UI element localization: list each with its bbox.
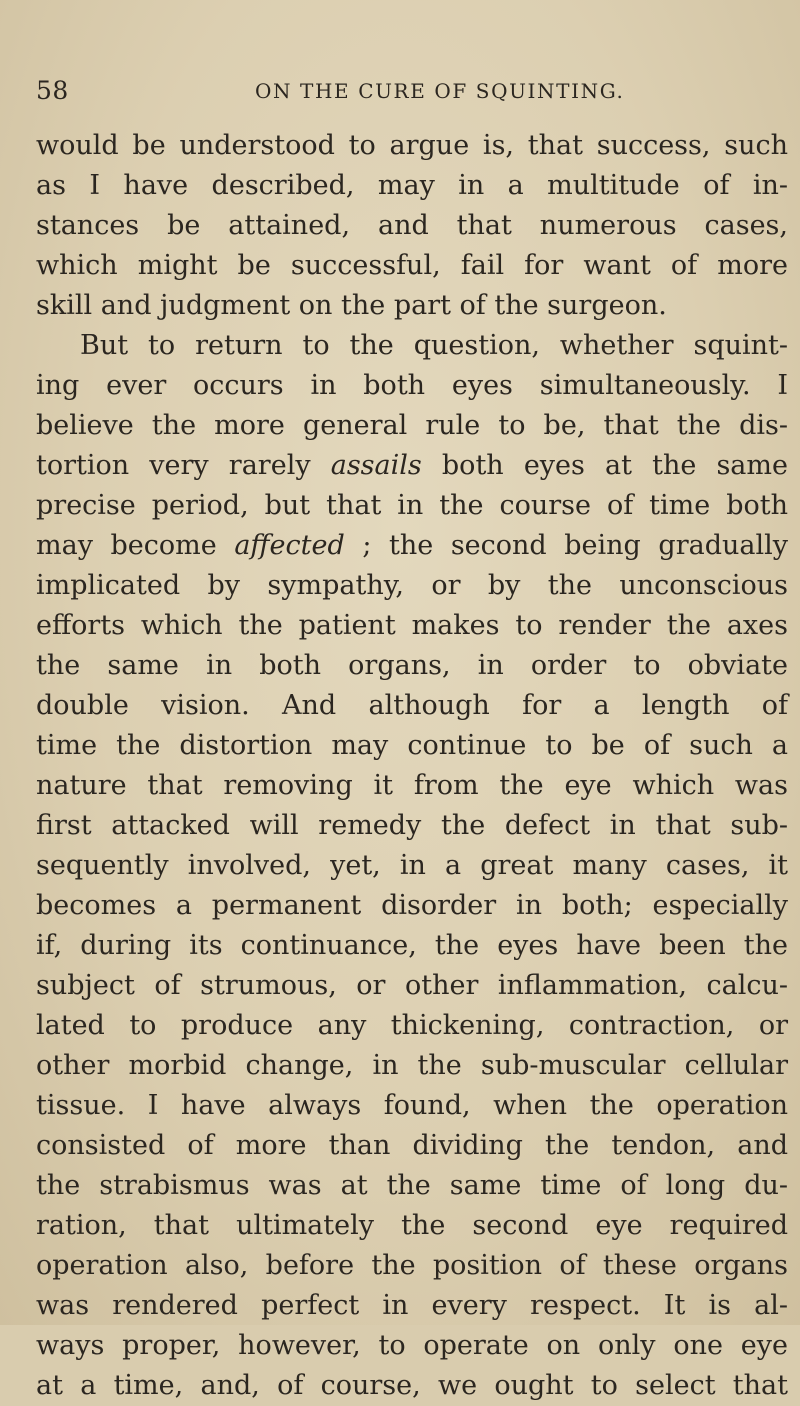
text-line: at a time, and, of course, we ought to select that [36, 1370, 788, 1401]
text-line: becomes a permanent disorder in both; especially [36, 890, 788, 921]
text-line: sequently involved, yet, in a great many cases, it [36, 850, 788, 881]
text-line: as I have described, may in a multitude of in- [36, 170, 788, 201]
text-line: implicated by sympathy, or by the unconscious [36, 570, 788, 601]
text-line: consisted of more than dividing the tendon, and [36, 1130, 788, 1161]
paragraph-start-line: But to return to the question, whether squint- [80, 330, 788, 361]
text-line: subject of strumous, or other inflammation, calcu- [36, 970, 788, 1001]
text-line: precise period, but that in the course of time both [36, 490, 788, 521]
text-line: the strabismus was at the same time of long du- [36, 1170, 788, 1201]
text-line: nature that removing it from the eye which was [36, 770, 788, 801]
running-head: ON THE CURE OF SQUINTING. [255, 79, 625, 103]
text-line-with-italic: may become affected ; the second being gradually [36, 530, 788, 561]
text-line: efforts which the patient makes to render the axes [36, 610, 788, 641]
text-line: which might be successful, fail for want of more [36, 250, 788, 281]
page-number: 58 [36, 76, 69, 105]
text-line: time the distortion may continue to be of such a [36, 730, 788, 761]
text-line: double vision. And although for a length of [36, 690, 788, 721]
text-line: would be understood to argue is, that success, such [36, 130, 788, 161]
text-line: ways proper, however, to operate on only one eye [36, 1330, 788, 1361]
text-line: ing ever occurs in both eyes simultaneously. I [36, 370, 788, 401]
italic-word: affected [234, 530, 345, 561]
text-line: first attacked will remedy the defect in that sub- [36, 810, 788, 841]
page-header [36, 76, 776, 108]
text-line: tissue. I have always found, when the operation [36, 1090, 788, 1121]
text-line: if, during its continuance, the eyes have been the [36, 930, 788, 961]
text-line: stances be attained, and that numerous cases, [36, 210, 788, 241]
text-line: lated to produce any thickening, contraction, or [36, 1010, 788, 1041]
text-line: tortion very rarely assails both eyes at the same [36, 450, 788, 481]
text-line: ration, that ultimately the second eye required [36, 1210, 788, 1241]
italic-word: assails [330, 450, 422, 481]
text-line: operation also, before the position of these organs [36, 1250, 788, 1281]
text-line: the same in both organs, in order to obviate [36, 650, 788, 681]
text-line: other morbid change, in the sub-muscular cellular [36, 1050, 788, 1081]
text-line: believe the more general rule to be, that the dis- [36, 410, 788, 441]
text-line: was rendered perfect in every respect. It is al- [36, 1290, 788, 1321]
text-line: skill and judgment on the part of the surgeon. [36, 290, 667, 321]
